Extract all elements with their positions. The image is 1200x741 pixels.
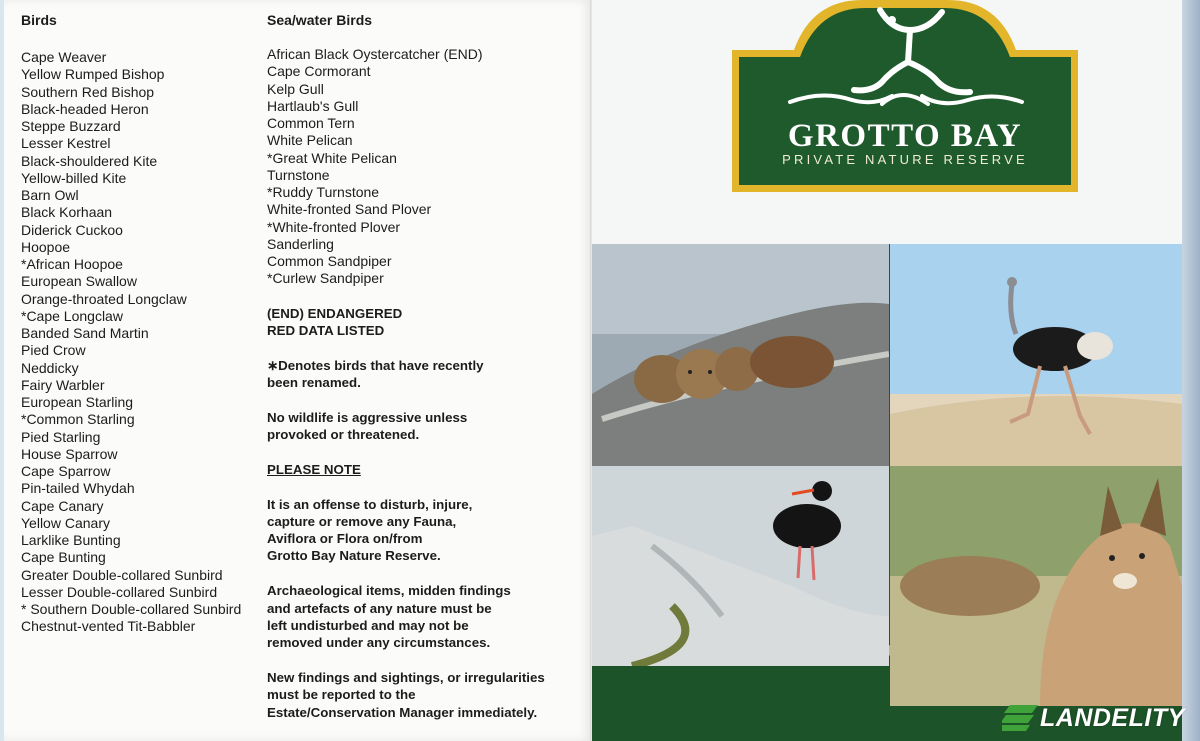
seabirds-column xyxy=(267,10,587,721)
wildlife-line-1: No wildlife is aggressive unless xyxy=(267,409,468,425)
seabird-item: African Black Oystercatcher (END) xyxy=(267,46,483,62)
bird-item: Neddicky xyxy=(21,359,79,376)
seabirds-list xyxy=(267,46,587,288)
bird-item: Cape Weaver xyxy=(21,49,107,65)
findings-line-1: New findings and sightings, or irregularities xyxy=(267,669,545,685)
archaeo-line-3: left undisturbed and may not be xyxy=(267,617,469,633)
bird-item: Black-shouldered Kite xyxy=(21,152,158,169)
bird-item: Cape Bunting xyxy=(21,549,106,566)
birds-column xyxy=(21,10,261,636)
seabird-item: Common Sandpiper xyxy=(267,253,392,269)
seabird-item: Turnstone xyxy=(267,166,330,183)
archaeo-line-2: and artefacts of any nature must be xyxy=(267,600,492,616)
seabird-item: *Great White Pelican xyxy=(267,149,397,166)
bird-item: Southern Red Bishop xyxy=(21,83,155,100)
seabird-item: *Ruddy Turnstone xyxy=(267,184,380,200)
findings-line-3: Estate/Conservation Manager immediately. xyxy=(267,704,538,720)
bird-item: House Sparrow xyxy=(21,445,118,462)
bird-item: Yellow-billed Kite xyxy=(21,169,127,186)
bird-item: Fairy Warbler xyxy=(21,376,105,393)
offense-note xyxy=(267,496,587,565)
hyrax-photo xyxy=(592,244,889,466)
bird-item: European Swallow xyxy=(21,273,137,290)
bird-item: Black-headed Heron xyxy=(21,100,149,117)
bird-item: *Common Starling xyxy=(21,411,135,428)
seabird-item: White-fronted Sand Plover xyxy=(267,201,432,218)
bird-item: Orange-throated Longclaw xyxy=(21,290,187,307)
bird-item: *Cape Longclaw xyxy=(21,307,123,324)
endangered-line-2: RED DATA LISTED xyxy=(267,322,385,338)
logo-subtitle: PRIVATE NATURE RESERVE xyxy=(782,152,1028,167)
archaeo-line-1: Archaeological items, midden findings xyxy=(267,583,511,599)
bird-item: Diderick Cuckoo xyxy=(21,221,123,238)
landelity-logo-icon xyxy=(1002,705,1038,731)
renamed-line-2: been renamed. xyxy=(267,374,361,390)
birds-heading: Birds xyxy=(21,12,57,28)
bird-item: *African Hoopoe xyxy=(21,256,123,272)
bird-item: Pin-tailed Whydah xyxy=(21,480,135,497)
bird-item: Yellow Rumped Bishop xyxy=(21,66,165,83)
seabird-item: White Pelican xyxy=(267,132,353,149)
bird-list-page xyxy=(4,0,592,741)
seabird-item: *White-fronted Plover xyxy=(267,218,401,235)
bird-item: Pied Starling xyxy=(21,428,101,445)
bird-item: Cape Sparrow xyxy=(21,463,111,479)
watermark-text: LANDELITY xyxy=(1040,704,1185,732)
landelity-watermark xyxy=(1000,703,1190,733)
renamed-line-1: ∗Denotes birds that have recently xyxy=(267,357,484,373)
bird-item: Banded Sand Martin xyxy=(21,325,149,341)
seabird-item: Hartlaub's Gull xyxy=(267,97,359,114)
ostrich-photo xyxy=(890,244,1182,466)
endangered-note xyxy=(267,305,587,340)
offense-line-1: It is an offense to disturb, injure, xyxy=(267,496,473,512)
wildlife-line-2: provoked or threatened. xyxy=(267,426,420,442)
please-note-heading: PLEASE NOTE xyxy=(267,461,361,477)
bird-item: Pied Crow xyxy=(21,342,86,359)
bird-item: Black Korhaan xyxy=(21,204,113,221)
renamed-note xyxy=(267,357,587,392)
seabird-item: Common Tern xyxy=(267,115,355,131)
seabird-item: *Curlew Sandpiper xyxy=(267,270,384,287)
bird-item: Cape Canary xyxy=(21,497,104,514)
notes-block xyxy=(267,305,587,721)
bird-item: Chestnut-vented Tit-Babbler xyxy=(21,618,196,635)
cover-page xyxy=(592,0,1182,741)
page-edge xyxy=(1182,0,1200,741)
photo-collage xyxy=(592,244,1182,741)
offense-line-2: capture or remove any Fauna, xyxy=(267,513,457,529)
bird-item: Hoopoe xyxy=(21,238,71,255)
bird-item: Larklike Bunting xyxy=(21,532,121,548)
caracal-photo xyxy=(890,466,1182,706)
bird-item: Yellow Canary xyxy=(21,514,110,531)
bird-item: Steppe Buzzard xyxy=(21,118,121,134)
birds-list xyxy=(21,49,261,636)
wildlife-note xyxy=(267,409,587,444)
findings-line-2: must be reported to the xyxy=(267,687,416,703)
oystercatcher-photo xyxy=(592,466,889,666)
archaeo-line-4: removed under any circumstances. xyxy=(267,635,491,651)
archaeological-note xyxy=(267,582,587,651)
endangered-line-1: (END) ENDANGERED xyxy=(267,305,403,321)
bird-item: European Starling xyxy=(21,394,134,410)
bird-item: Lesser Double-collared Sunbird xyxy=(21,583,218,600)
seabird-item: Sanderling xyxy=(267,235,334,252)
bird-item: Lesser Kestrel xyxy=(21,135,111,152)
seabird-item: Kelp Gull xyxy=(267,80,324,97)
bird-item: Greater Double-collared Sunbird xyxy=(21,566,223,583)
offense-line-4: Grotto Bay Nature Reserve. xyxy=(267,548,441,564)
logo-title: GROTTO BAY xyxy=(787,118,1023,154)
seabirds-heading: Sea/water Birds xyxy=(267,12,373,28)
findings-note xyxy=(267,669,587,721)
bird-item: Barn Owl xyxy=(21,187,79,203)
grotto-bay-logo xyxy=(732,0,1078,192)
seabird-item: Cape Cormorant xyxy=(267,63,371,80)
bird-item: * Southern Double-collared Sunbird xyxy=(21,601,242,617)
offense-line-3: Aviflora or Flora on/from xyxy=(267,531,423,547)
